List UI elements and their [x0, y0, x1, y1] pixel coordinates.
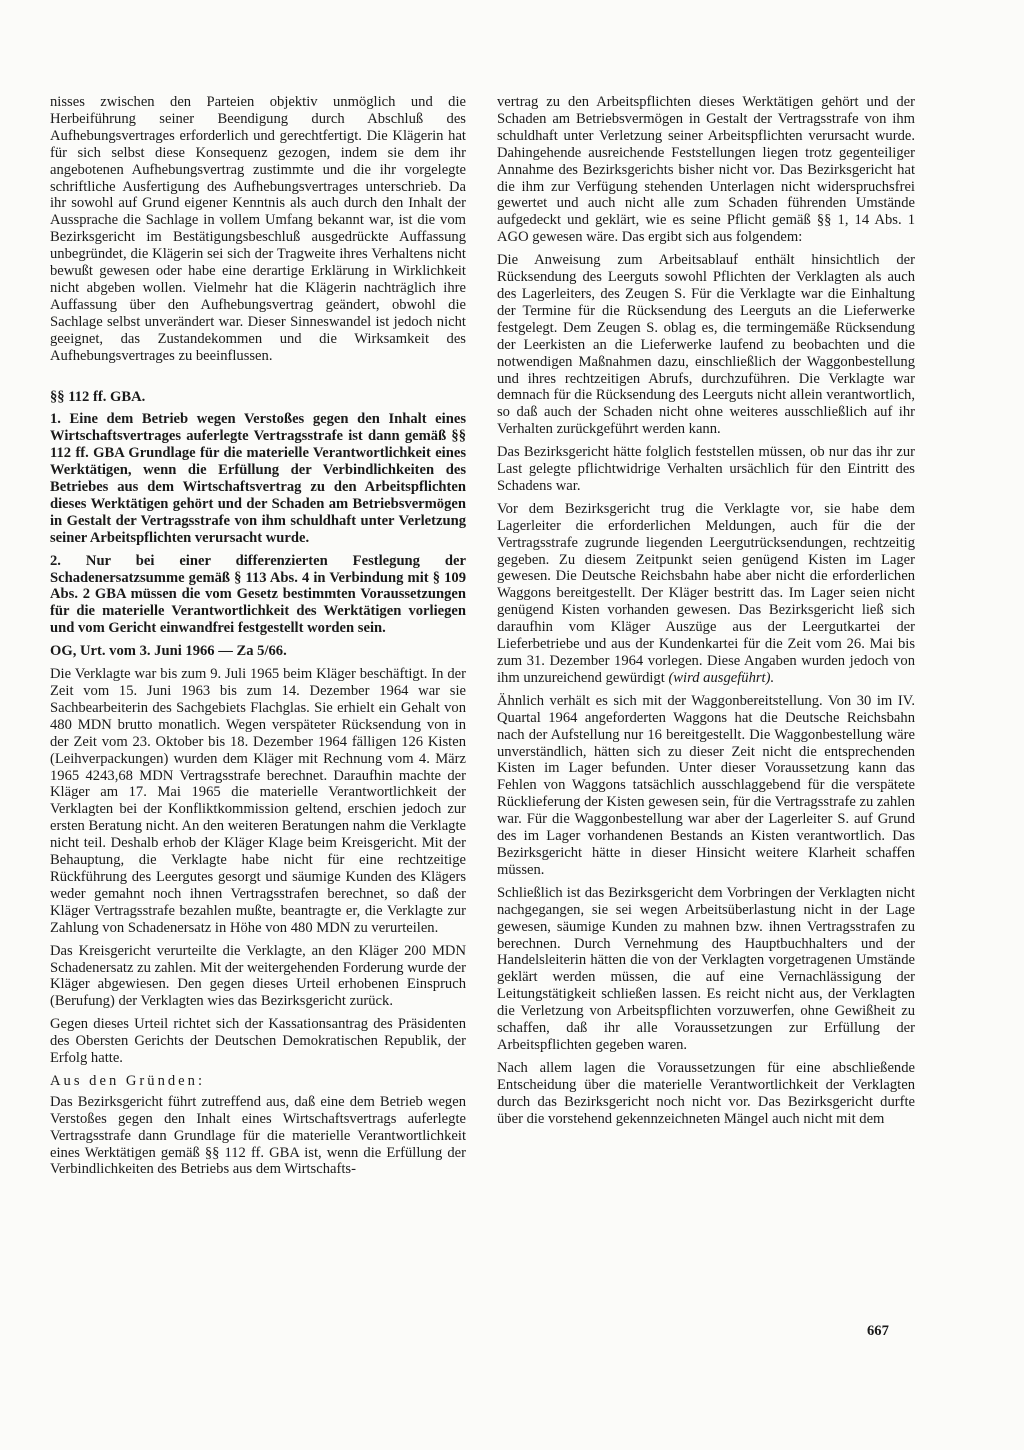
left-column — [50, 94, 466, 1184]
paragraph: Die Anweisung zum Arbeitsablauf enthält hinsichtlich der Rücksendung des Leerguts sowohl Pflichten der Verklagten als auch des Lagerleiters, des Zeugen S. Für die Verklagte war die Einhaltung der Termine für die Rücksendung des Leerguts an die Lieferwerke festgelegt. Dem Zeugen S. oblag es, die termingemäße Rücksendung der Leerkisten an die Lieferwerke laufend zu beobachten und die notwendigen Maßnahmen dazu, einschließlich der Waggonbestellung und ihres rechtzeitigen Abrufs, durchzuführen. Die Verklagte war demnach für die Rücksendung des Leerguts nicht allein verantwortlich, so daß auch der Schaden nicht ohne weiteres ausschließlich auf ihr Verhalten zurückgeführt werden kann. — [497, 252, 915, 438]
paragraph: Das Kreisgericht verurteilte die Verklagte, an den Kläger 200 MDN Schadenersatz zu zahlen. Mit der weitergehenden Forderung wurde der Kläger abgewiesen. Den gegen dieses Urteil erhobenen Einspruch (Berufung) der Verklagten wies das Bezirksgericht zurück. — [50, 942, 466, 1010]
page-number: 667 — [867, 1323, 889, 1339]
paragraph-text: Vor dem Bezirksgericht trug die Verklagte vor, sie habe dem Lagerleiter die erforderlichen Meldungen, auch für die der Vertragsstrafe zugrunde liegenden Leergutrücksendungen, rechtzeitig gegeben. Zu diesem Zeitpunkt seien genügend Kisten im Lager gewesen. Die Deutsche Reichsbahn habe aber nicht die erforderlichen Waggons bereitgestellt. Der Kläger bestritt das. Im Lager seien nicht genügend Kisten vorhanden gewesen. Das Bezirksgericht ließ sich daraufhin vom Kläger Auszüge aus der Leergutkartei der Lieferbetriebe und aus der Kundenkartei für die Zeit vom 26. Mai bis zum 31. Dezember 1964 vorlegen. Diese Angaben wurden jedoch von ihm unzureichend gewürdigt — [497, 500, 915, 686]
paragraph: vertrag zu den Arbeitspflichten dieses Werktätigen gehört und der Schaden am Betriebsvermögen in Gestalt der Vertragsstrafe von ihm schuldhaft unter Verletzung seiner Arbeitspflichten verursacht wurde. Dahingehende ausreichende Feststellungen liegen trotz gegenteiliger Annahme des Bezirksgerichts bisher nicht vor. Das Bezirksgericht hat die ihm zur Verfügung stehenden Unterlagen nicht widerspruchsfrei gewertet und auch nicht alle zum Schaden führenden Umstände aufgedeckt und geklärt, wie es seine Pflicht gemäß §§ 1, 14 Abs. 1 AGO gewesen wäre. Das ergibt sich aus folgendem: — [497, 94, 915, 246]
paragraph: nisses zwischen den Parteien objektiv unmöglich und die Herbeiführung seiner Beendigung durch Abschluß des Aufhebungsvertrages erforderlich und gerechtfertigt. Die Klägerin hat für sich selbst diese Konsequenz gezogen, indem sie dem ihr angebotenen Aufhebungsvertrag zustimmte und die ihr vorgelegte schriftliche Ausfertigung des Aufhebungsvertrages unterschrieb. Da ihr sowohl auf Grund eigener Kenntnis als auch durch den Inhalt der Aussprache die Sachlage in vollem Umfang bekannt war, ist die vom Bezirksgericht im Bestätigungsbeschluß ausgedrückte Auffassung unbegründet, die Klägerin sei sich der Tragweite ihres Verhaltens nicht bewußt gewesen oder habe eine derartige Erklärung in Wirklichkeit nicht abgeben wollen. Vielmehr hat die Klägerin nachträglich ihre Auffassung über den Aufhebungsvertrag geändert, obwohl die Sachlage selbst unverändert war. Dieser Sinneswandel ist jedoch nicht geeignet, das Zustandekommen und die Wirksamkeit des Aufhebungsvertrages zu beeinflussen. — [50, 94, 466, 364]
paragraph: Schließlich ist das Bezirksgericht dem Vorbringen der Verklagten nicht nachgegangen, sie sei wegen Arbeitsüberlastung nicht in der Lage gewesen, säumige Kunden zu mahnen bzw. ihnen Vertragsstrafen zu berechnen. Durch Vernehmung des Hauptbuchhalters und der Handelsleiterin hätten die von der Verklagten vorgetragenen Umstände geklärt werden müssen, die auf eine Vernachlässigung der Leitungstätigkeit schließen lassen. Es reicht nicht aus, der Verklagten die Verletzung von Arbeitspflichten vorzuwerfen, ohne Gewißheit zu schaffen, daß ihr alle Voraussetzungen zur Erfüllung der Arbeitspflichten gegeben waren. — [497, 884, 915, 1053]
section-heading: §§ 112 ff. GBA. — [50, 388, 146, 405]
paragraph: Nach allem lagen die Voraussetzungen für eine abschließende Entscheidung über die materielle Verantwortlichkeit der Verklagten durch das Bezirksgericht noch nicht vor. Das Bezirksgericht durfte über die vorstehend gekennzeichneten Mängel auch nicht mit dem — [497, 1059, 915, 1127]
headnote-2: 2. Nur bei einer differenzierten Festlegung der Schadenersatzsumme gemäß § 113 Abs. 4 in Verbindung mit § 109 Abs. 2 GBA müssen die vom Gesetz bestimmten Voraussetzungen für die materielle Verantwortlichkeit des Werktätigen vorliegen und vom Gericht einwandfrei festgestellt worden sein. — [50, 552, 466, 637]
paragraph: Das Bezirksgericht führt zutreffend aus, daß eine dem Betrieb wegen Verstoßes gegen den Inhalt eines Wirtschaftsvertrags auferlegte Vertragsstrafe dann Grundlage für die materielle Verantwortlichkeit eines Werktätigen gemäß §§ 112 ff. GBA ist, wenn die Erfüllung der Verbindlichkeiten des Betriebs aus dem Wirtschafts- — [50, 1093, 466, 1178]
paragraph: Gegen dieses Urteil richtet sich der Kassationsantrag des Präsidenten des Obersten Gerichts der Deutschen Demokratischen Republik, der Erfolg hatte. — [50, 1016, 466, 1067]
paragraph: Die Verklagte war bis zum 9. Juli 1965 beim Kläger beschäftigt. In der Zeit vom 15. Juni 1963 bis zum 14. Dezember 1964 war sie Sachbearbeiterin des Sachgebiets Flachglas. Sie erhielt ein Gehalt von 480 MDN brutto monatlich. Wegen verspäteter Rücksendung von in der Zeit vom 23. Oktober bis 18. Dezember 1964 fälligen 126 Kisten (Leihverpackungen) wurden dem Kläger mit Rechnung vom 4. März 1965 4243,68 MDN Vertragsstrafe berechnet. Daraufhin machte der Kläger am 17. Mai 1965 die materielle Verantwortlichkeit der Verklagten bei der Konfliktkommission geltend, erschien jedoch zur ersten Beratung nicht. An den weiteren Beratungen nahm die Verklagte nicht teil. Deshalb erhob der Kläger Klage beim Kreisgericht. Mit der Behauptung, die Verklagte habe nicht für eine rechtzeitige Rückführung des Leergutes gesorgt und säumige Kunden des Klägers weder gemahnt noch ihnen Vertragsstrafen berechnet, so daß der Kläger Vertragsstrafe bezahlen mußte, beantragte er, die Verklagte zur Zahlung von Schadenersatz in Höhe von 480 MDN zu verurteilen. — [50, 666, 466, 936]
paragraph: Ähnlich verhält es sich mit der Waggonbereitstellung. Von 30 im IV. Quartal 1964 angeforderten Waggons hat die Deutsche Reichsbahn nach der Aufstellung nur 16 bereitgestellt. Die Waggonbestellung wäre unverständlich, hätten sich zu dieser Zeit nicht die entsprechenden Kisten im Lager befunden. Unter dieser Voraussetzung kann das Fehlen von Waggons tatsächlich ausschlaggebend für die verspätete Rücklieferung der Kisten gewesen sein, für die Vertragsstrafe zu zahlen war. Für die Waggonbestellung war aber der Lagerleiter S. auf Grund des im Lager vorhandenen Bestands an Kisten verantwortlich. Das Bezirksgericht hätte in dieser Hinsicht weitere Klarheit schaffen müssen. — [497, 692, 915, 878]
headnote-1: 1. Eine dem Betrieb wegen Verstoßes gegen den Inhalt eines Wirtschaftsvertrages auferlegte Vertragsstrafe ist dann gemäß §§ 112 ff. GBA Grundlage für die materielle Verantwortlichkeit eines Werktätigen, wenn die Erfüllung der Verbindlichkeiten des Betriebes aus dem Wirtschaftsvertrag zu den Arbeitspflichten dieses Werktätigen gehört und der Schaden am Betriebsvermögen in Gestalt der Vertragsstrafe von ihm schuldhaft unter Verletzung seiner Arbeitspflichten verursacht wurde. — [50, 411, 466, 546]
paragraph — [497, 501, 915, 687]
court-citation: OG, Urt. vom 3. Juni 1966 — Za 5/66. — [50, 643, 287, 660]
omission-note: (wird ausgeführt). — [668, 669, 775, 686]
paragraph: Das Bezirksgericht hätte folglich feststellen müssen, ob nur das ihr zur Last gelegte pflichtwidrige Verhalten ursächlich für den Eintritt des Schadens war. — [497, 444, 915, 494]
right-column — [497, 94, 915, 1133]
reasons-heading: Aus den Gründen: — [50, 1072, 206, 1089]
